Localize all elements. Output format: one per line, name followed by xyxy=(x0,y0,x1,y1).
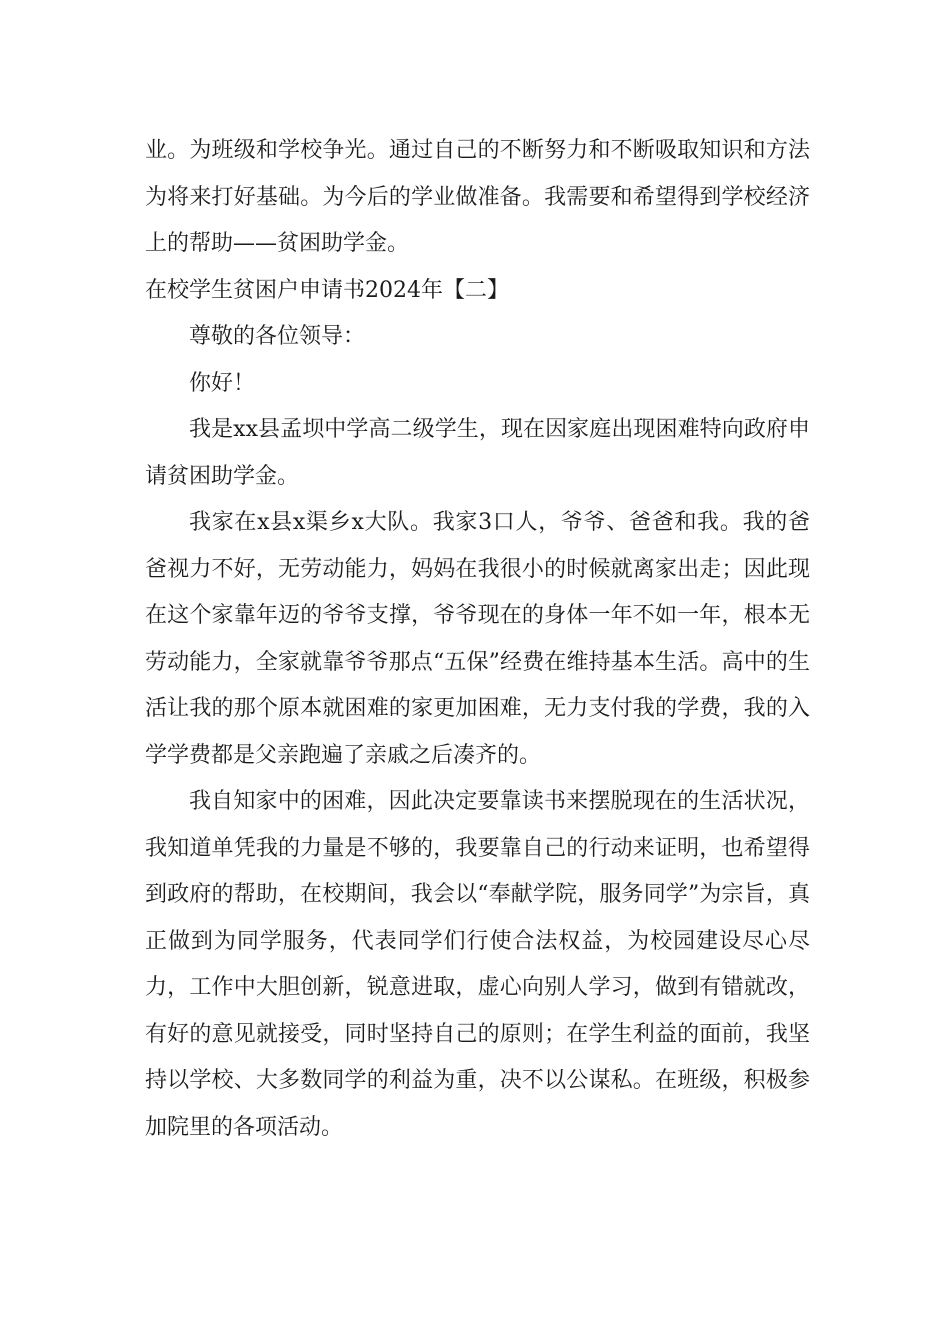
paragraph-continuation: 业。为班级和学校争光。通过自己的不断努力和不断吸取知识和方法为将来打好基础。为今后的学业做准备。我需要和希望得到学校经济上的帮助——贫困助学金。 xyxy=(145,138,810,256)
greeting: 你好！ xyxy=(189,370,256,396)
paragraph-introduction: 我是xx县孟坝中学高二级学生，现在因家庭出现困难特向政府申请贫困助学金。 xyxy=(145,417,810,489)
paragraph-family-situation: 我家在x县x渠乡x大队。我家3口人，爷爷、爸爸和我。我的爸爸视力不好，无劳动能力，妈妈在我很小的时候就离家出走；因此现在这个家靠年迈的爷爷支撑，爷爷现在的身体一年不如一年，根本无劳动能力，全家就靠爷爷那点“五保”经费在维持基本生活。高中的生活让我的那个原本就困难的家更加困难，无力支付我的学费，我的入学学费都是父亲跑遍了亲戚之后凑齐的。 xyxy=(145,510,810,768)
section-heading: 在校学生贫困户申请书2024年【二】 xyxy=(145,277,509,303)
salutation: 尊敬的各位领导： xyxy=(189,324,366,349)
paragraph-commitment: 我自知家中的困难，因此决定要靠读书来摆脱现在的生活状况，我知道单凭我的力量是不够的，我要靠自己的行动来证明，也希望得到政府的帮助，在校期间，我会以“奉献学院，服务同学”为宗旨，真正做到为同学服务，代表同学们行使合法权益，为校园建设尽心尽力，工作中大胆创新，锐意进取，虚心向别人学习，做到有错就改，有好的意见就接受，同时坚持自己的原则；在学生利益的面前，我坚持以学校、大多数同学的利益为重，决不以公谋私。在班级，积极参加院里的各项活动。 xyxy=(145,789,810,1140)
document-body xyxy=(145,128,810,1151)
